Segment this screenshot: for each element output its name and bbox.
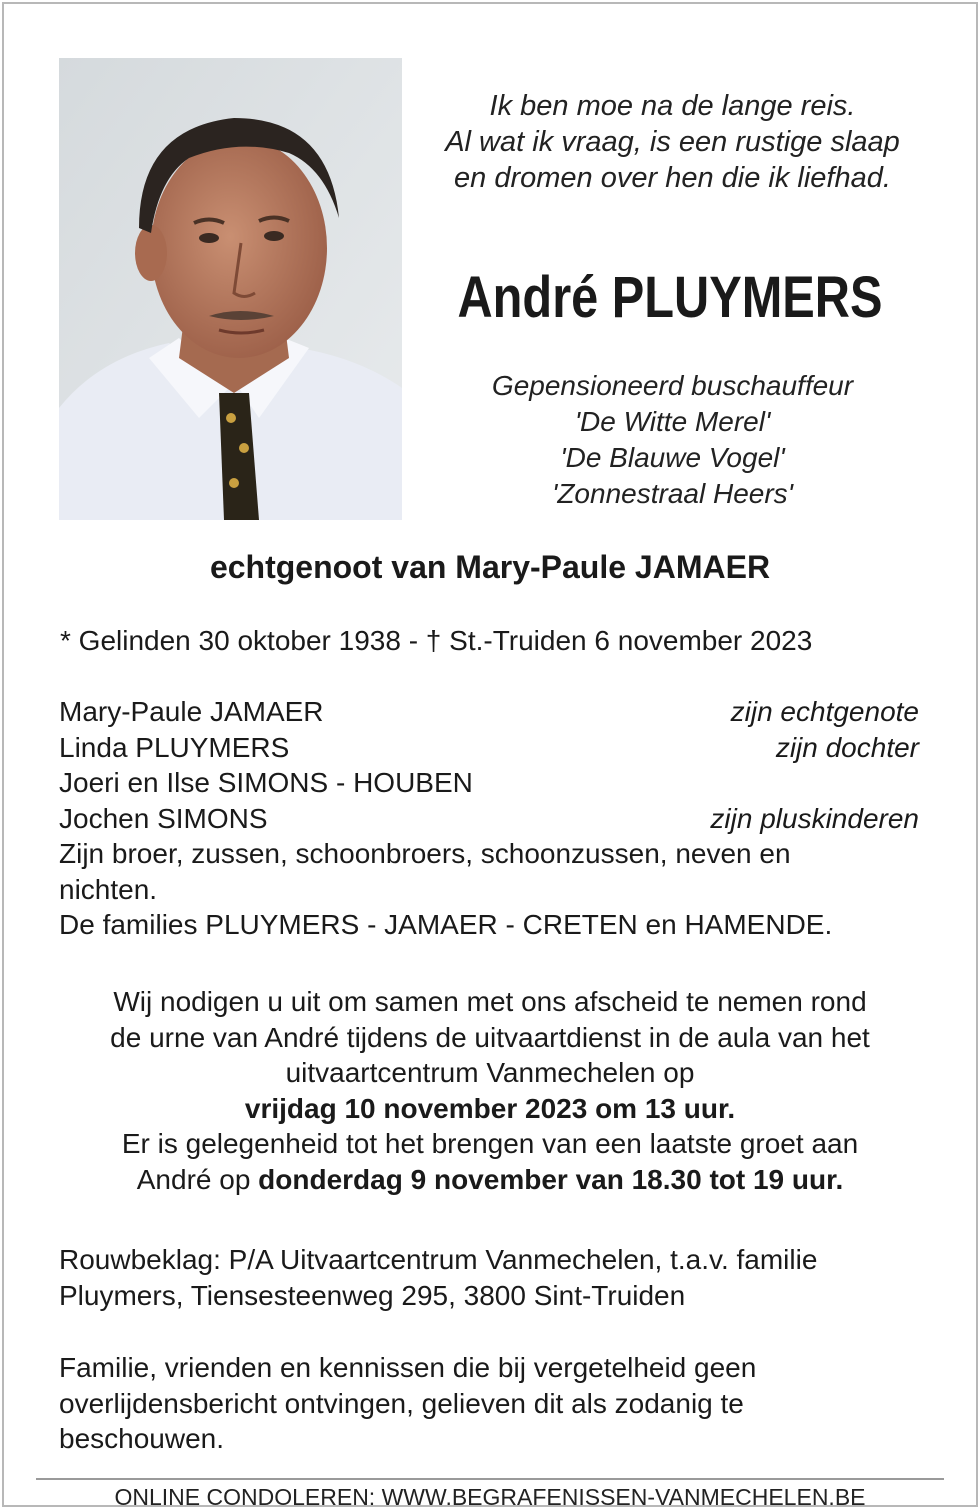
address-line: Rouwbeklag: P/A Uitvaartcentrum Vanmechelen, t.a.v. familie: [59, 1244, 818, 1275]
address-line: Pluymers, Tiensesteenweg 295, 3800 Sint-Truiden: [59, 1279, 686, 1311]
notice-line: beschouwen.: [59, 1423, 225, 1454]
family-row: [59, 765, 919, 801]
family-row: [59, 730, 919, 766]
invitation-line: uitvaartcentrum Vanmechelen op: [285, 1057, 695, 1088]
family-member-name: Jochen SIMONS: [59, 802, 268, 834]
family-member-name: Linda PLUYMERS: [59, 731, 290, 763]
family-list: [59, 694, 919, 943]
profession-line: Gepensioneerd buschauffeur: [491, 370, 854, 401]
funeral-invitation: [40, 984, 940, 1197]
extended-family-line: De families PLUYMERS - JAMAER - CRETEN en HAMENDE.: [59, 909, 833, 940]
visitation-datetime: donderdag 9 november van 18.30 tot 19 uur.: [258, 1163, 844, 1195]
extended-family-line: nichten.: [59, 873, 158, 905]
service-datetime: vrijdag 10 november 2023 om 13 uur.: [244, 1092, 736, 1124]
family-relation: zijn pluskinderen: [710, 802, 919, 834]
deceased-name: André PLUYMERS: [457, 265, 883, 330]
memorial-poem: [415, 88, 930, 196]
poem-line: Ik ben moe na de lange reis.: [489, 90, 856, 122]
invitation-line: de urne van André tijdens de uitvaartdienst in de aula van het: [110, 1021, 870, 1053]
poem-line: Al wat ik vraag, is een rustige slaap: [445, 126, 900, 158]
family-member-name: Joeri en Ilse SIMONS - HOUBEN: [59, 767, 473, 798]
spouse-line: echtgenoot van Mary-Paule JAMAER: [209, 549, 771, 585]
profession-line: 'Zonnestraal Heers': [551, 478, 794, 509]
family-relation: zijn dochter: [775, 731, 919, 763]
condolence-address: [59, 1242, 939, 1313]
profession-line: 'De Witte Merel': [574, 406, 771, 437]
portrait-photo: [59, 58, 402, 520]
notice-line: overlijdensbericht ontvingen, gelieven dit als zodanig te: [59, 1387, 744, 1419]
poem-line: en dromen over hen die ik liefhad.: [454, 162, 891, 194]
notice-line: Familie, vrienden en kennissen die bij vergetelheid geen: [59, 1352, 757, 1383]
profession-line: 'De Blauwe Vogel': [560, 442, 785, 473]
notice-text: [59, 1350, 939, 1457]
family-row: [59, 694, 919, 730]
birth-death-dates: * Gelinden 30 oktober 1938 - † St.-Truiden 6 november 2023: [60, 625, 813, 656]
family-row: [59, 801, 919, 837]
online-condolence-link[interactable]: ONLINE CONDOLEREN: WWW.BEGRAFENISSEN-VANMECHELEN.BE: [114, 1484, 866, 1509]
invitation-line: Er is gelegenheid tot het brengen van een laatste groet aan: [121, 1128, 859, 1159]
footer-divider: [36, 1478, 944, 1480]
family-member-name: Mary-Paule JAMAER: [59, 696, 324, 727]
visitation-line: [40, 1162, 940, 1198]
family-relation: zijn echtgenote: [730, 696, 919, 727]
invitation-line: Wij nodigen u uit om samen met ons afscheid te nemen rond: [113, 986, 867, 1017]
visitation-prefix: André op: [136, 1163, 259, 1195]
profession-block: [415, 368, 930, 512]
extended-family-line: Zijn broer, zussen, schoonbroers, schoonzussen, neven en: [59, 838, 791, 869]
